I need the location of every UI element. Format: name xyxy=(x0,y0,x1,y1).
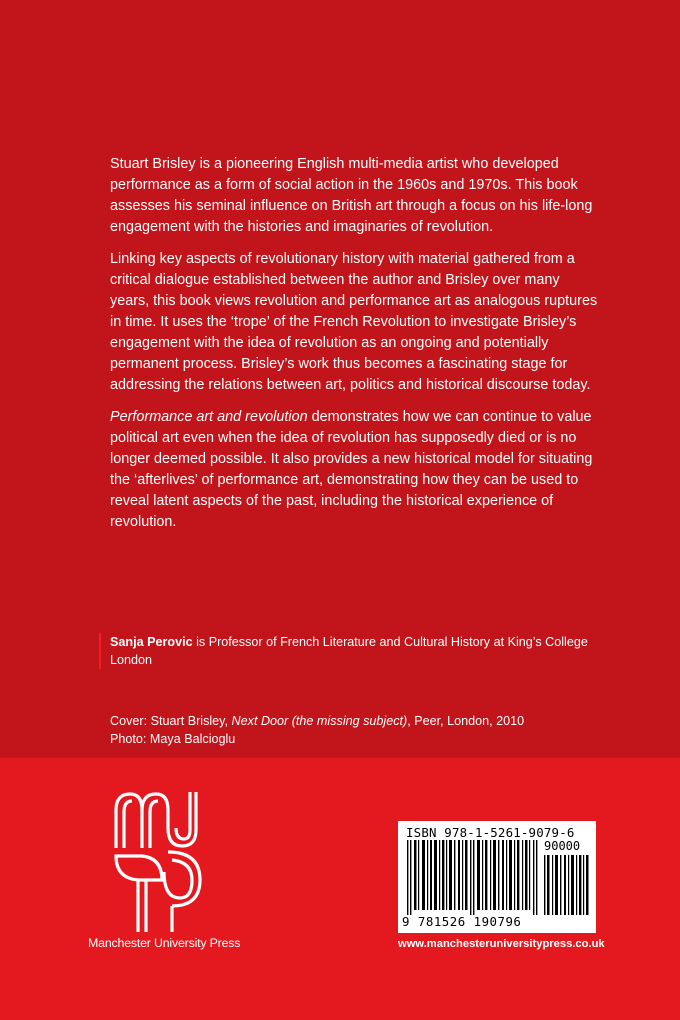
cover-credit-line xyxy=(110,712,590,730)
cover-credit-suffix: , Peer, London, 2010 xyxy=(407,714,525,728)
mup-logo-icon xyxy=(108,788,208,936)
author-name: Sanja Perovic xyxy=(110,635,193,649)
photo-credit: Photo: Maya Balcioglu xyxy=(110,732,236,746)
blurb-paragraph-1: Stuart Brisley is a pioneering English multi-media artist who developed performance as a form of social action in the 1960s and 1970s. This book assesses his seminal influence on British art through a focus on his life-long engagement with the histories and imaginaries of revolution. xyxy=(110,156,593,235)
blurb-paragraph-3-text: demonstrates how we can continue to value political art even when the idea of revolution has supposedly died or is no longer deemed possible. It also provides a new historical model for situating the ‘afterlives’ of performance art, demonstrating how they can be used to reveal latent aspects of the past, including the historical experience of revolution. xyxy=(110,409,593,530)
isbn-label: ISBN 978-1-5261-9079-6 xyxy=(406,825,575,840)
back-cover-lower xyxy=(0,758,680,1020)
book-title: Performance art and revolution xyxy=(110,409,308,425)
publisher-name: Manchester University Press xyxy=(88,936,241,950)
author-description: is Professor of French Literature and Cultural History at King’s College London xyxy=(110,635,588,667)
isbn-barcode xyxy=(398,821,596,933)
price-addon-label: 90000 xyxy=(544,839,581,853)
cover-credit-prefix: Cover: Stuart Brisley, xyxy=(110,714,232,728)
addon-barcode-bars xyxy=(543,855,590,915)
cover-credits xyxy=(110,712,590,748)
author-bio xyxy=(99,633,590,669)
blurb-paragraph-3 xyxy=(110,407,600,533)
barcode-bars xyxy=(404,840,539,915)
publisher-website[interactable]: www.manchesteruniversitypress.co.uk xyxy=(398,938,605,950)
blurb xyxy=(110,154,600,544)
blurb-paragraph-2: Linking key aspects of revolutionary history with material gathered from a critical dialogue established between the author and Brisley over many years, this book views revolution and performance art as analogous ruptures in time. It uses the ‘trope’ of the French Revolution to investigate Brisley’s engagement with the idea of revolution as an ongoing and potentially permanent process. Brisley’s work thus becomes a fascinating stage for addressing the relations between art, politics and historical discourse today. xyxy=(110,251,598,393)
cover-artwork-title: Next Door (the missing subject) xyxy=(231,714,408,728)
ean-digits: 9 781526 190796 xyxy=(402,914,522,929)
